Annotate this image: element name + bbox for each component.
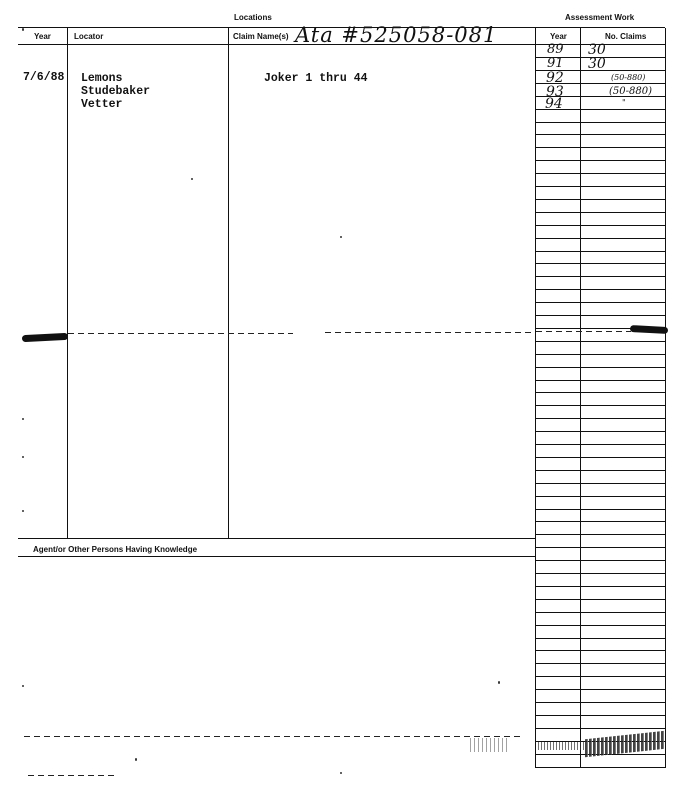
scan-speck — [340, 772, 342, 774]
scan-speck — [340, 236, 342, 238]
scan-speck — [22, 28, 24, 31]
locator-name: Vetter — [81, 98, 123, 111]
scan-mark-left — [22, 333, 68, 342]
assessment-year: 89 — [547, 42, 564, 57]
assessment-row-line — [535, 341, 665, 342]
assessment-row-line — [535, 625, 665, 626]
fold-line — [325, 332, 535, 333]
assessment-row-line — [535, 586, 665, 587]
year-locator-divider — [67, 28, 68, 538]
bottom-scan-line — [24, 736, 524, 737]
bottom-scan-line — [28, 775, 118, 776]
assessment-row-line — [535, 418, 665, 419]
assessment-year: 91 — [547, 56, 564, 71]
assessment-row-line — [535, 470, 665, 471]
assessment-row-line — [535, 354, 665, 355]
assessment-row-line — [535, 147, 665, 148]
fold-line — [536, 331, 631, 332]
assessment-row-line — [535, 212, 665, 213]
assessment-work-header: Assessment Work — [565, 13, 635, 22]
assessment-row-line — [535, 483, 665, 484]
assessment-row-line — [535, 186, 665, 187]
assessment-row-line — [535, 134, 665, 135]
scan-speck — [191, 178, 193, 180]
scan-speck — [135, 758, 137, 761]
handwritten-file-number: Ata #525058-081 — [295, 23, 498, 47]
scan-speck — [22, 418, 24, 420]
assessment-year-column-header: Year — [550, 32, 567, 41]
assessment-claims: " — [622, 98, 626, 107]
assessment-row-line — [535, 509, 665, 510]
assessment-row-lines — [535, 0, 665, 808]
assessment-row-line — [535, 392, 665, 393]
assessment-row-line — [535, 367, 665, 368]
assessment-row-line — [535, 715, 665, 716]
assessment-row-line — [535, 457, 665, 458]
assessment-claims: (50-880) — [611, 73, 646, 82]
bottom-scan-smudge — [470, 738, 510, 752]
assessment-row-line — [535, 199, 665, 200]
assessment-row-line — [535, 496, 665, 497]
assessment-row-line — [535, 638, 665, 639]
locator-name: Studebaker — [81, 85, 151, 98]
assessment-row-line — [535, 380, 665, 381]
record-year: 7/6/88 — [23, 71, 65, 84]
assessment-row-line — [535, 650, 665, 651]
scan-speck — [22, 510, 24, 512]
locator-claims-divider — [228, 28, 229, 538]
assessment-row-line — [535, 612, 665, 613]
assessment-row-line — [535, 302, 665, 303]
assessment-row-line — [535, 160, 665, 161]
assessment-claims: 30 — [588, 42, 606, 58]
assessment-row-line — [535, 444, 665, 445]
no-claims-column-header: No. Claims — [605, 32, 647, 41]
scan-speck — [498, 681, 500, 684]
assessment-row-line — [535, 251, 665, 252]
assessment-row-line — [535, 663, 665, 664]
fold-line — [68, 333, 293, 334]
assessment-year: 92 — [546, 70, 564, 86]
bottom-scan-smudge — [538, 742, 586, 750]
assessment-row-line — [535, 276, 665, 277]
locations-bottom-rule — [18, 538, 535, 539]
assessment-row-line — [535, 560, 665, 561]
scan-speck — [22, 685, 24, 687]
assessment-row-line — [535, 173, 665, 174]
assessment-row-line — [535, 263, 665, 264]
locations-header: Locations — [234, 13, 272, 22]
claim-names-value: Joker 1 thru 44 — [264, 72, 368, 85]
assessment-right-edge — [665, 28, 666, 768]
assessment-row-line — [535, 431, 665, 432]
assessment-claims: (50-880) — [609, 86, 652, 97]
assessment-row-line — [535, 767, 665, 768]
locator-column-header: Locator — [74, 32, 104, 41]
year-column-header: Year — [34, 32, 51, 41]
assessment-row-line — [535, 405, 665, 406]
locator-name: Lemons — [81, 72, 123, 85]
claim-names-column-header: Claim Name(s) — [233, 32, 289, 41]
assessment-row-line — [535, 521, 665, 522]
assessment-year: 93 — [546, 84, 564, 100]
assessment-row-line — [535, 573, 665, 574]
assessment-row-line — [535, 689, 665, 690]
assessment-row-line — [535, 599, 665, 600]
scan-speck — [22, 456, 24, 458]
assessment-row-line — [535, 225, 665, 226]
assessment-year: 94 — [545, 96, 563, 112]
assessment-row-line — [535, 547, 665, 548]
assessment-row-line — [535, 122, 665, 123]
assessment-row-line — [535, 289, 665, 290]
assessment-row-line — [535, 315, 665, 316]
assessment-row-line — [535, 728, 665, 729]
assessment-row-line — [535, 702, 665, 703]
agent-section-rule — [18, 556, 535, 557]
assessment-row-line — [535, 534, 665, 535]
assessment-row-line — [535, 238, 665, 239]
assessment-claims: 30 — [588, 56, 606, 72]
agent-section-label: Agent/or Other Persons Having Knowledge — [33, 545, 198, 554]
assessment-row-line — [535, 676, 665, 677]
